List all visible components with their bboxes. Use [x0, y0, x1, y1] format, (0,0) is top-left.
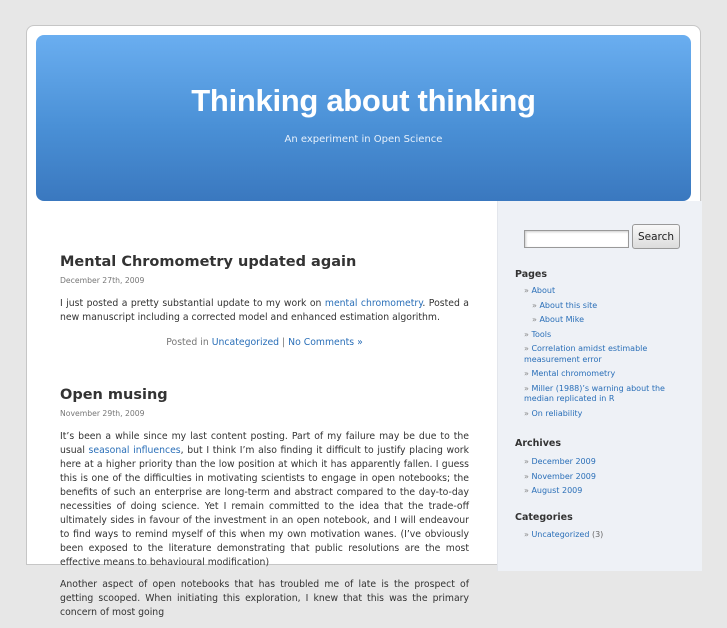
post-link-mental-chromometry[interactable]: mental chromometry — [324, 298, 423, 309]
post-date: December 27th, 2009 — [60, 276, 145, 285]
page-list-item — [524, 286, 694, 297]
page-link[interactable]: Miller (1988)’s warning about the median replicated in R — [524, 383, 665, 403]
search-input[interactable] — [524, 230, 629, 248]
pages-heading: Pages — [515, 269, 548, 280]
blog-description: An experiment in Open Science — [284, 134, 443, 145]
page-list-item — [524, 344, 694, 365]
post-paragraph: Another aspect of open notebooks that has troubled me of late is the prospect of getting scooped. When initiating this exploration, I knew that this was the primary concern of most going — [60, 579, 469, 618]
page-link[interactable]: On reliability — [531, 408, 583, 418]
main-content — [27, 201, 497, 618]
archives-heading: Archives — [515, 438, 561, 449]
page-container — [26, 25, 701, 618]
archive-link[interactable]: December 2009 — [531, 457, 596, 466]
category-link[interactable]: Uncategorized — [211, 337, 280, 348]
category-link[interactable]: Uncategorized — [531, 530, 590, 539]
sidebar — [497, 201, 702, 571]
page-list-item — [524, 315, 694, 326]
blog-title[interactable]: Thinking about thinking — [191, 83, 536, 118]
archive-list-item — [524, 486, 694, 497]
post-body — [60, 430, 469, 620]
categories-heading: Categories — [515, 512, 573, 523]
post-paragraph — [60, 430, 469, 570]
post-title[interactable]: Open musing — [60, 387, 168, 403]
category-list-item — [524, 530, 694, 541]
page-list-item — [524, 409, 694, 420]
category-count: (3) — [591, 530, 604, 539]
page-list-item — [524, 369, 694, 380]
post-meta — [60, 337, 469, 348]
page-list-item — [524, 384, 694, 405]
post-body — [60, 297, 469, 325]
comments-link[interactable]: No Comments » — [288, 337, 363, 348]
categories-list — [524, 530, 694, 545]
search-button[interactable]: Search — [632, 224, 680, 249]
meta-separator: | — [279, 337, 289, 348]
post — [60, 254, 469, 348]
archives-list — [524, 457, 694, 501]
page-link[interactable]: About — [531, 286, 556, 295]
post-text: I just posted a pretty substantial update to my work on — [60, 298, 325, 309]
blog-header — [36, 35, 691, 201]
post — [60, 387, 469, 628]
post-date: November 29th, 2009 — [60, 409, 145, 418]
page-link[interactable]: Tools — [531, 329, 552, 339]
page-list-item — [524, 301, 694, 312]
post-link-seasonal-influences[interactable]: seasonal influences — [88, 445, 181, 456]
page-link[interactable]: Correlation amidst estimable measurement error — [524, 344, 648, 364]
pages-list — [524, 286, 694, 423]
archive-list-item — [524, 457, 694, 468]
page-link[interactable]: About this site — [539, 300, 598, 310]
posted-in-label: Posted in — [166, 337, 212, 348]
page-link[interactable]: About Mike — [539, 315, 585, 324]
page-list-item — [524, 330, 694, 341]
post-text: . Posted a new manuscript including a corrected model and enhanced estimation algorithm. — [60, 298, 470, 323]
post-title[interactable]: Mental Chromometry updated again — [60, 254, 357, 270]
archive-link[interactable]: November 2009 — [531, 471, 596, 481]
post-text: , but I think I’m also finding it difficult to justify placing work here at a higher priority than the low position at which it has apparently fallen. I guess this is one of the difficulties in motivating scientists to engage in open notebooks; the benefits of such an enterprise are long-term and abstract compared to the day-to-day necessities of doing science. Yet I remain committed to the idea that the trade-off ultimately sides in favour of the investment in an open notebook, and I will endeavour to find ways to remind myself of this when my own motivation wanes. (I’ve obviously been exposed to the literature demonstrating that public resolutions are the most effective means to behavioural modification) — [60, 445, 469, 568]
page-link[interactable]: Mental chromometry — [531, 369, 616, 378]
archive-link[interactable]: August 2009 — [531, 486, 583, 495]
archive-list-item — [524, 472, 694, 483]
post-text: It’s been a while since my last content posting. Part of my failure may be due to the usual — [60, 431, 469, 456]
